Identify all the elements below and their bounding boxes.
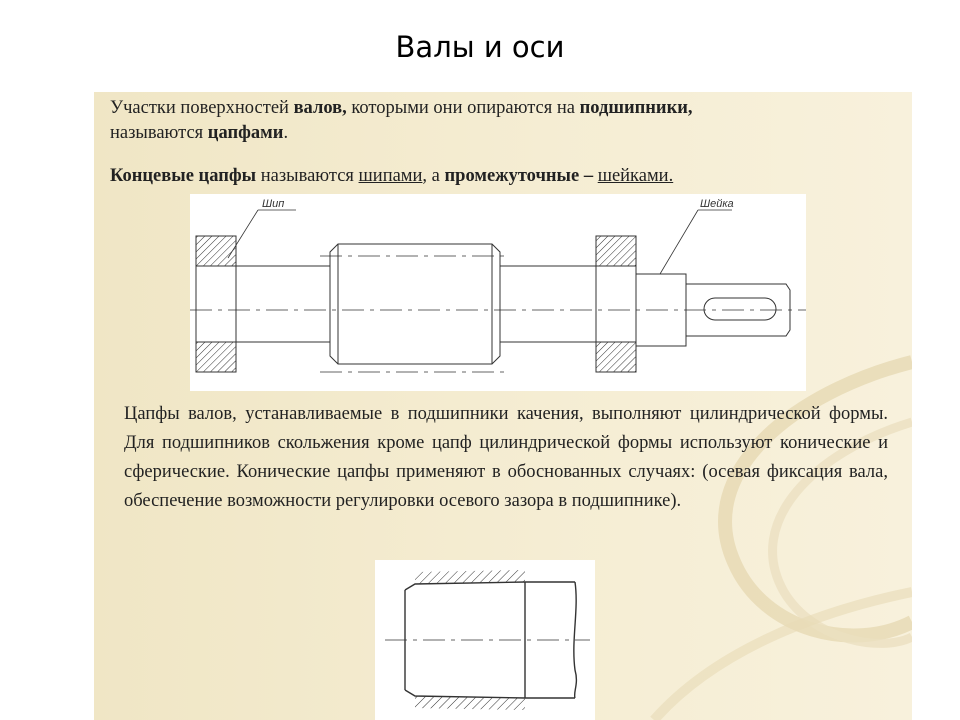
intro-part: . bbox=[283, 123, 289, 143]
definition-term-neck: шейками. bbox=[597, 166, 674, 186]
conical-trunnion-drawing bbox=[375, 560, 595, 720]
label-neck: Шейка bbox=[700, 198, 734, 210]
intro-paragraph bbox=[110, 96, 900, 146]
definition-term-intermediate: промежуточные – bbox=[444, 166, 594, 186]
body-paragraph: Цапфы валов, устанавливаемые в подшипники качения, выполняют цилиндрической формы. Для подшипников скольжения кроме цапф цилиндрической формы используют конические и сферические. Конические цапфы применяют в обоснованных случаях: (осевая фиксация вала, обеспечение возможности регулировки осевого зазора в подшипнике). bbox=[124, 404, 888, 511]
intro-part: Участки поверхностей bbox=[110, 98, 294, 118]
intro-term-trunnion: цапфами bbox=[207, 123, 284, 143]
definition-part: называются bbox=[256, 166, 359, 186]
shaft-drawing bbox=[190, 194, 806, 391]
slide-title: Валы и оси bbox=[395, 30, 565, 64]
definition-term-pin: шипами bbox=[358, 166, 423, 186]
definition-term-end: Концевые цапфы bbox=[110, 166, 257, 186]
intro-part: валов, bbox=[293, 98, 352, 118]
intro-part: называются bbox=[110, 123, 208, 143]
definition-part: , а bbox=[422, 166, 445, 186]
definition-paragraph bbox=[110, 166, 900, 187]
label-pin: Шип bbox=[262, 198, 285, 210]
intro-part: которыми они опираются на bbox=[351, 98, 580, 118]
intro-part: подшипники, bbox=[579, 98, 693, 118]
content-panel bbox=[94, 92, 912, 720]
